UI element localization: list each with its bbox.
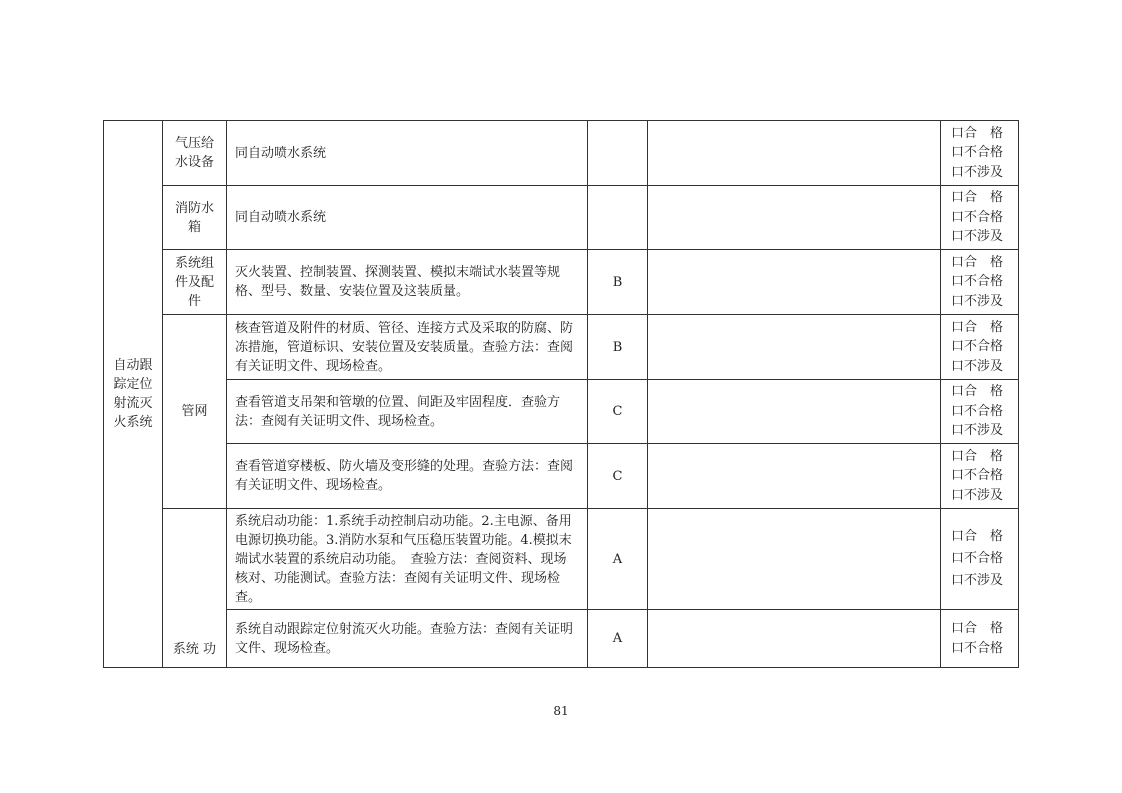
result-option-pass[interactable]: 口合 格 [951, 448, 1004, 464]
result-cell[interactable] [941, 380, 1019, 444]
table-row [104, 186, 1019, 250]
system-name-line: 踪定位 [113, 377, 153, 392]
requirement-cell: 核查管道及附件的材质、管径、连接方式及采取的防腐、防冻措施，管道标识、安装位置及安装质量。查验方法：查阅有关证明文件、现场检查。 [227, 315, 588, 380]
result-cell[interactable] [941, 121, 1019, 186]
result-option-pass[interactable]: 口合 格 [951, 254, 1004, 270]
result-option-pass[interactable]: 口合 格 [951, 125, 1004, 141]
table-row [104, 444, 1019, 509]
result-option-na[interactable]: 口不涉及 [951, 229, 1004, 245]
requirement-cell: 同自动喷水系统 [227, 186, 588, 250]
grade-cell [588, 121, 648, 186]
result-option-fail[interactable]: 口不合格 [951, 339, 1004, 355]
note-cell[interactable] [648, 610, 941, 668]
table-row [104, 250, 1019, 315]
result-option-na[interactable]: 口不涉及 [951, 358, 1004, 374]
item-label-line: 件及配 [174, 274, 214, 290]
result-option-fail[interactable]: 口不合格 [951, 551, 1004, 566]
result-cell[interactable] [941, 315, 1019, 380]
requirement-cell: 系统自动跟踪定位射流灭火功能。查验方法：查阅有关证明文件、现场检查。 [227, 610, 588, 668]
note-cell[interactable] [648, 186, 941, 250]
requirement-cell: 查看管道支吊架和管墩的位置、间距及牢固程度．查验方法：查阅有关证明文件、现场检查。 [227, 380, 588, 444]
item-label-line: 箱 [187, 219, 201, 235]
note-cell[interactable] [648, 380, 941, 444]
result-cell[interactable] [941, 610, 1019, 668]
result-option-fail[interactable]: 口不合格 [951, 403, 1004, 419]
system-name-cell [104, 121, 163, 668]
grade-cell: C [588, 444, 648, 509]
inspection-table [103, 120, 1019, 668]
note-cell[interactable] [648, 444, 941, 509]
result-option-na[interactable]: 口不涉及 [951, 164, 1004, 180]
result-option-pass[interactable]: 口合 格 [951, 621, 1004, 636]
table-row [104, 509, 1019, 610]
result-option-fail[interactable]: 口不合格 [951, 640, 1004, 656]
requirement-cell: 灭火装置、控制装置、探测装置、模拟末端试水装置等规格、型号、数量、安装位置及这装质量。 [227, 250, 588, 315]
grade-cell [588, 186, 648, 250]
result-cell[interactable] [941, 250, 1019, 315]
note-cell[interactable] [648, 315, 941, 380]
result-cell[interactable] [941, 509, 1019, 610]
result-option-pass[interactable]: 口合 格 [951, 319, 1004, 335]
note-cell[interactable] [648, 250, 941, 315]
result-option-na[interactable]: 口不涉及 [951, 423, 1004, 439]
result-option-fail[interactable]: 口不合格 [951, 209, 1004, 225]
note-cell[interactable] [648, 121, 941, 186]
item-cell-system-function: 系统 功 [163, 509, 227, 668]
result-option-pass[interactable]: 口合 格 [951, 384, 1004, 400]
item-label-line: 系统组 [174, 255, 214, 271]
system-name-line: 火系统 [113, 415, 153, 430]
result-cell[interactable] [941, 186, 1019, 250]
result-option-na[interactable]: 口不涉及 [951, 573, 1004, 588]
item-cell-pipe-network: 管网 [163, 315, 227, 509]
system-name-line: 自动跟 [113, 358, 153, 373]
requirement-cell: 同自动喷水系统 [227, 121, 588, 186]
grade-cell: C [588, 380, 648, 444]
grade-cell: A [588, 610, 648, 668]
grade-cell: B [588, 315, 648, 380]
grade-cell: A [588, 509, 648, 610]
table-row [104, 315, 1019, 380]
result-option-na[interactable]: 口不涉及 [951, 487, 1004, 503]
requirement-cell: 系统启动功能：1.系统手动控制启动功能。2.主电源、备用电源切换功能。3.消防水泵和气压稳压装置功能。4.模拟末端试水装置的系统启动功能。 查验方法：查阅资料、现场核对、功能测试。查验方法：查阅有关证明文件、现场检查。 [227, 509, 588, 610]
item-cell [163, 250, 227, 315]
requirement-cell: 查看管道穿楼板、防火墙及变形缝的处理。查验方法：查阅有关证明文件、现场检查。 [227, 444, 588, 509]
item-label-line: 水设备 [174, 155, 214, 170]
item-cell [163, 186, 227, 250]
item-label-line: 消防水 [174, 200, 214, 216]
note-cell[interactable] [648, 509, 941, 610]
result-option-fail[interactable]: 口不合格 [951, 468, 1004, 484]
result-cell[interactable] [941, 444, 1019, 509]
result-option-pass[interactable]: 口合 格 [951, 529, 1004, 544]
page-number: 81 [553, 704, 569, 718]
result-option-fail[interactable]: 口不合格 [951, 274, 1004, 290]
item-label-line: 气压给 [174, 136, 214, 151]
table-row [104, 121, 1019, 186]
result-option-na[interactable]: 口不涉及 [951, 293, 1004, 309]
table-row [104, 610, 1019, 668]
table-row [104, 380, 1019, 444]
item-cell [163, 121, 227, 186]
system-name-line: 射流灭 [113, 396, 153, 411]
grade-cell: B [588, 250, 648, 315]
result-option-pass[interactable]: 口合 格 [951, 190, 1004, 206]
item-label-line: 件 [187, 293, 201, 309]
result-option-fail[interactable]: 口不合格 [951, 145, 1004, 161]
